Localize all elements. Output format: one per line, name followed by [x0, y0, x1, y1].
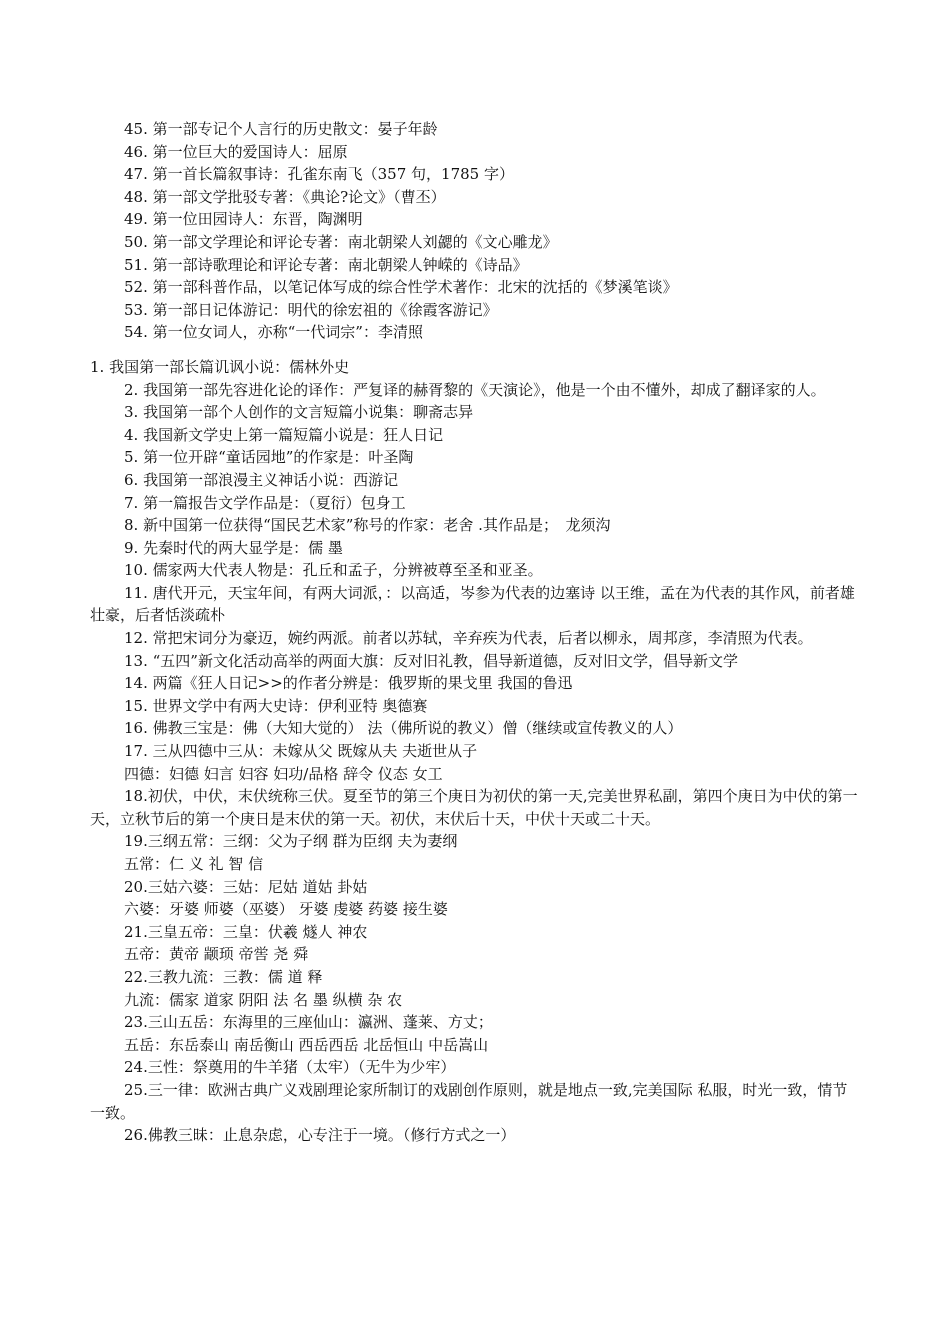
- list-item: 五岳：东岳泰山 南岳衡山 西岳西岳 北岳恒山 中岳嵩山: [124, 1035, 489, 1054]
- list-item: 20.三姑六婆：三姑：尼姑 道姑 卦姑: [124, 877, 368, 896]
- list-item: 53. 第一部日记体游记：明代的徐宏祖的《徐霞客游记》: [124, 300, 498, 319]
- list-item: 4. 我国新文学史上第一篇短篇小说是：狂人日记: [124, 425, 444, 444]
- list-item: 六婆：牙婆 师婆（巫婆） 牙婆 虔婆 药婆 接生婆: [124, 900, 448, 919]
- list-item: 五帝：黄帝 颛顼 帝喾 尧 舜: [124, 945, 309, 964]
- list-item: 47. 第一首长篇叙事诗：孔雀东南飞（357 句，1785 字）: [124, 165, 514, 184]
- list-item: 15. 世界文学中有两大史诗：伊利亚特 奥德赛: [124, 696, 428, 715]
- list-item: 50. 第一部文学理论和评论专著：南北朝梁人刘勰的《文心雕龙》: [124, 232, 558, 251]
- document-body: [0, 118, 950, 1147]
- list-item: 2. 我国第一部先容进化论的译作：严复译的赫胥黎的《天演论》，他是一个由不懂外，却成了翻译家的人。: [124, 380, 826, 399]
- list-item: 26.佛教三昧：止息杂虑，心专注于一境。（修行方式之一）: [124, 1126, 516, 1145]
- list-item: 24.三性：祭奠用的牛羊猪（太牢）（无牛为少牢）: [124, 1058, 456, 1077]
- list-item: 四德：妇德 妇言 妇容 妇功/品格 辞令 仪态 女工: [124, 764, 443, 783]
- list-item: 7. 第一篇报告文学作品是：（夏衍）包身工: [124, 493, 406, 512]
- list-item: 52. 第一部科普作品，以笔记体写成的综合性学术著作：北宋的沈括的《梦溪笔谈》: [124, 278, 678, 297]
- list-item: 九流：儒家 道家 阴阳 法 名 墨 纵横 杂 农: [124, 990, 403, 1009]
- list-item: 21.三皇五帝：三皇：伏羲 燧人 神农: [124, 922, 368, 941]
- list-item: 16. 佛教三宝是：佛（大知大觉的） 法（佛所说的教义）僧（继续或宣传教义的人）: [124, 719, 683, 738]
- list-item: 48. 第一部文学批驳专著：《典论?论文》（曹丕）: [124, 187, 446, 206]
- list-item: 14. 两篇《狂人日记>>的作者分辨是：俄罗斯的果戈里 我国的鲁迅: [124, 674, 573, 693]
- list-item: 8. 新中国第一位获得“国民艺术家”称号的作家：老舍 .其作品是； 龙须沟: [124, 516, 611, 535]
- list-item: 10. 儒家两大代表人物是：孔丘和孟子，分辨被尊至圣和亚圣。: [124, 561, 543, 580]
- list-item: 51. 第一部诗歌理论和评论专著：南北朝梁人钟嵘的《诗品》: [124, 255, 528, 274]
- list-item: 18.初伏，中伏，末伏统称三伏。夏至节的第三个庚日为初伏的第一天,完美世界私副，第四个庚日为中伏的第一天，立秋节后的第一个庚日是末伏的第一天。初伏，末伏后十天，中伏十天或二十天。: [90, 787, 858, 828]
- list-item: 22.三教九流：三教：儒 道 释: [124, 967, 323, 986]
- list-item: 1. 我国第一部长篇讥讽小说：儒林外史: [90, 357, 350, 376]
- list-item: 45. 第一部专记个人言行的历史散文：晏子年龄: [124, 120, 438, 138]
- list-item: 25.三一律：欧洲古典广义戏剧理论家所制订的戏剧创作原则，就是地点一致,完美国际 私服，时光一致，情节一致。: [90, 1080, 848, 1122]
- list-item: 19.三纲五常：三纲：父为子纲 群为臣纲 夫为妻纲: [124, 832, 458, 851]
- list-item: 9. 先秦时代的两大显学是：儒 墨: [124, 538, 343, 557]
- list-item: 11. 唐代开元，天宝年间，有两大词派，：以高适，岑参为代表的边塞诗 以王维，孟在为代表的其作风，前者雄壮豪，后者恬淡疏朴: [90, 583, 855, 625]
- list-item: 49. 第一位田园诗人：东晋，陶渊明: [124, 210, 363, 229]
- list-item: 13. “五四”新文化活动高举的两面大旗：反对旧礼教，倡导新道德，反对旧文学，倡导新文学: [124, 651, 738, 670]
- list-item: 17. 三从四德中三从：未嫁从父 既嫁从夫 夫逝世从子: [124, 742, 478, 761]
- list-item: 6. 我国第一部浪漫主义神话小说：西游记: [124, 470, 399, 489]
- list-item: 5. 第一位开辟“童话园地”的作家是：叶圣陶: [124, 448, 414, 467]
- list-item: 54. 第一位女词人，亦称“一代词宗”：李清照: [124, 323, 423, 342]
- firsts-list: [0, 118, 950, 344]
- list-item: 3. 我国第一部个人创作的文言短篇小说集：聊斋志异: [124, 403, 474, 422]
- list-item: 23.三山五岳：东海里的三座仙山：瀛洲、蓬莱、方丈；: [124, 1013, 493, 1032]
- second-list: [0, 356, 950, 1147]
- list-item: 12. 常把宋词分为豪迈，婉约两派。前者以苏轼，辛弃疾为代表，后者以柳永，周邦彦，李清照为代表。: [124, 629, 813, 648]
- list-item: 五常：仁 义 礼 智 信: [124, 855, 264, 873]
- list-item: 46. 第一位巨大的爱国诗人：屈原: [124, 142, 348, 161]
